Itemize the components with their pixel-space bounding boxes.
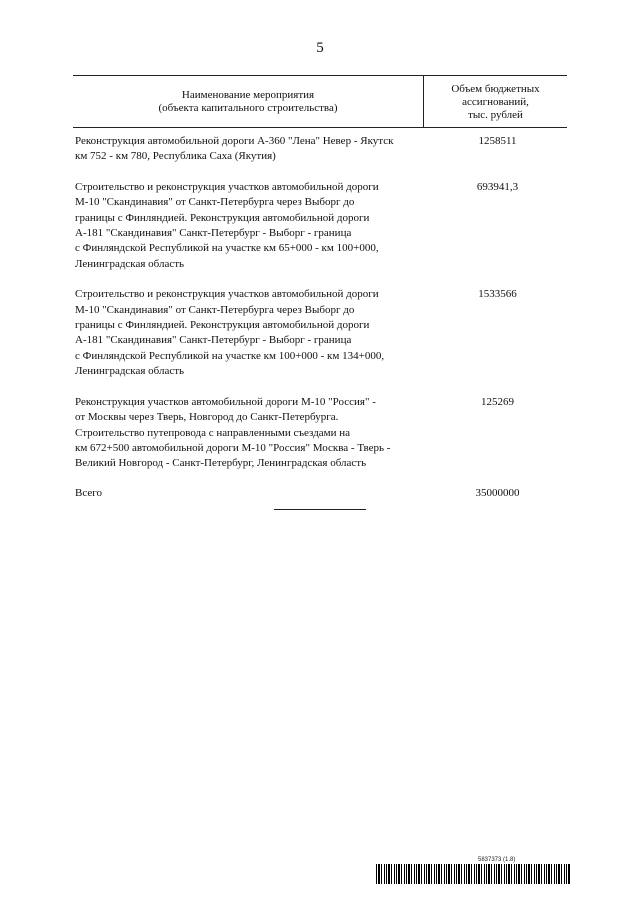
row-name-line: Ленинградская область [75,365,185,378]
header-name-cell [73,76,424,127]
row-name-line: с Финляндской Республикой на участке км 65+000 - км 100+000, [75,242,379,255]
row-name-line: от Москвы через Тверь, Новгород до Санкт-Петербурга. [75,411,339,424]
row-name-line: границы с Финляндией. Реконструкция автомобильной дороги [75,319,370,332]
header-value-line: тыс. рублей [468,108,523,121]
row-value: 1533566 [478,288,517,301]
row-name-line: А-181 "Скандинавия" Санкт-Петербург - Выборг - граница [75,334,352,347]
row-name-line: Великий Новгород - Санкт-Петербург, Ленинградская область [75,457,367,470]
header-value-cell [424,76,567,127]
row-value: 1258511 [478,135,517,147]
row-name-line: Реконструкция участков автомобильной дороги М-10 "Россия" - [75,395,376,408]
end-separator-line [274,509,366,510]
row-name [73,287,424,379]
row-name [73,134,424,165]
barcode [376,864,570,884]
total-row [73,486,567,501]
header-value-line: Объем бюджетных [451,82,540,95]
row-name-line: Ленинградская область [75,257,185,270]
budget-table [73,75,567,501]
row-name-line: с Финляндской Республикой на участке км 100+000 - км 134+000, [75,349,385,362]
row-name-line: Реконструкция автомобильной дороги А-360 "Лена" Невер - Якутск [75,135,394,147]
row-name-line: М-10 "Скандинавия" от Санкт-Петербурга через Выборг до [75,303,355,316]
table-row [73,134,567,165]
header-name-line: Наименование мероприятия [181,88,315,101]
table-header [73,75,567,128]
row-value: 693941,3 [476,180,519,193]
header-name-line: (объекта капитального строительства) [158,101,338,114]
total-label: Всего [75,486,102,499]
row-name-line: Строительство путепровода с направленными съездами на [75,426,351,439]
row-name-line: границы с Финляндией. Реконструкция автомобильной дороги [75,211,370,224]
barcode-number: 5837373 (1.8) [478,857,516,863]
row-name-line: А-181 "Скандинавия" Санкт-Петербург - Выборг - граница [75,227,352,240]
row-name-line: М-10 "Скандинавия" от Санкт-Петербурга через Выборг до [75,196,355,209]
table-row [73,180,567,272]
row-name-line: км 672+500 автомобильной дороги М-10 "Россия" Москва - Тверь - [75,441,391,454]
row-name [73,395,424,472]
total-value: 35000000 [475,486,520,499]
row-name [73,180,424,272]
table-row [73,395,567,472]
row-name-line: Строительство и реконструкция участков автомобильной дороги [75,288,379,301]
row-name-line: км 752 - км 780, Республика Саха (Якутия) [75,150,276,163]
page-number: 5 [316,40,324,56]
row-name-line: Строительство и реконструкция участков автомобильной дороги [75,180,379,193]
header-value-line: ассигнований, [462,95,529,108]
table-row [73,287,567,379]
row-value: 125269 [481,395,514,408]
